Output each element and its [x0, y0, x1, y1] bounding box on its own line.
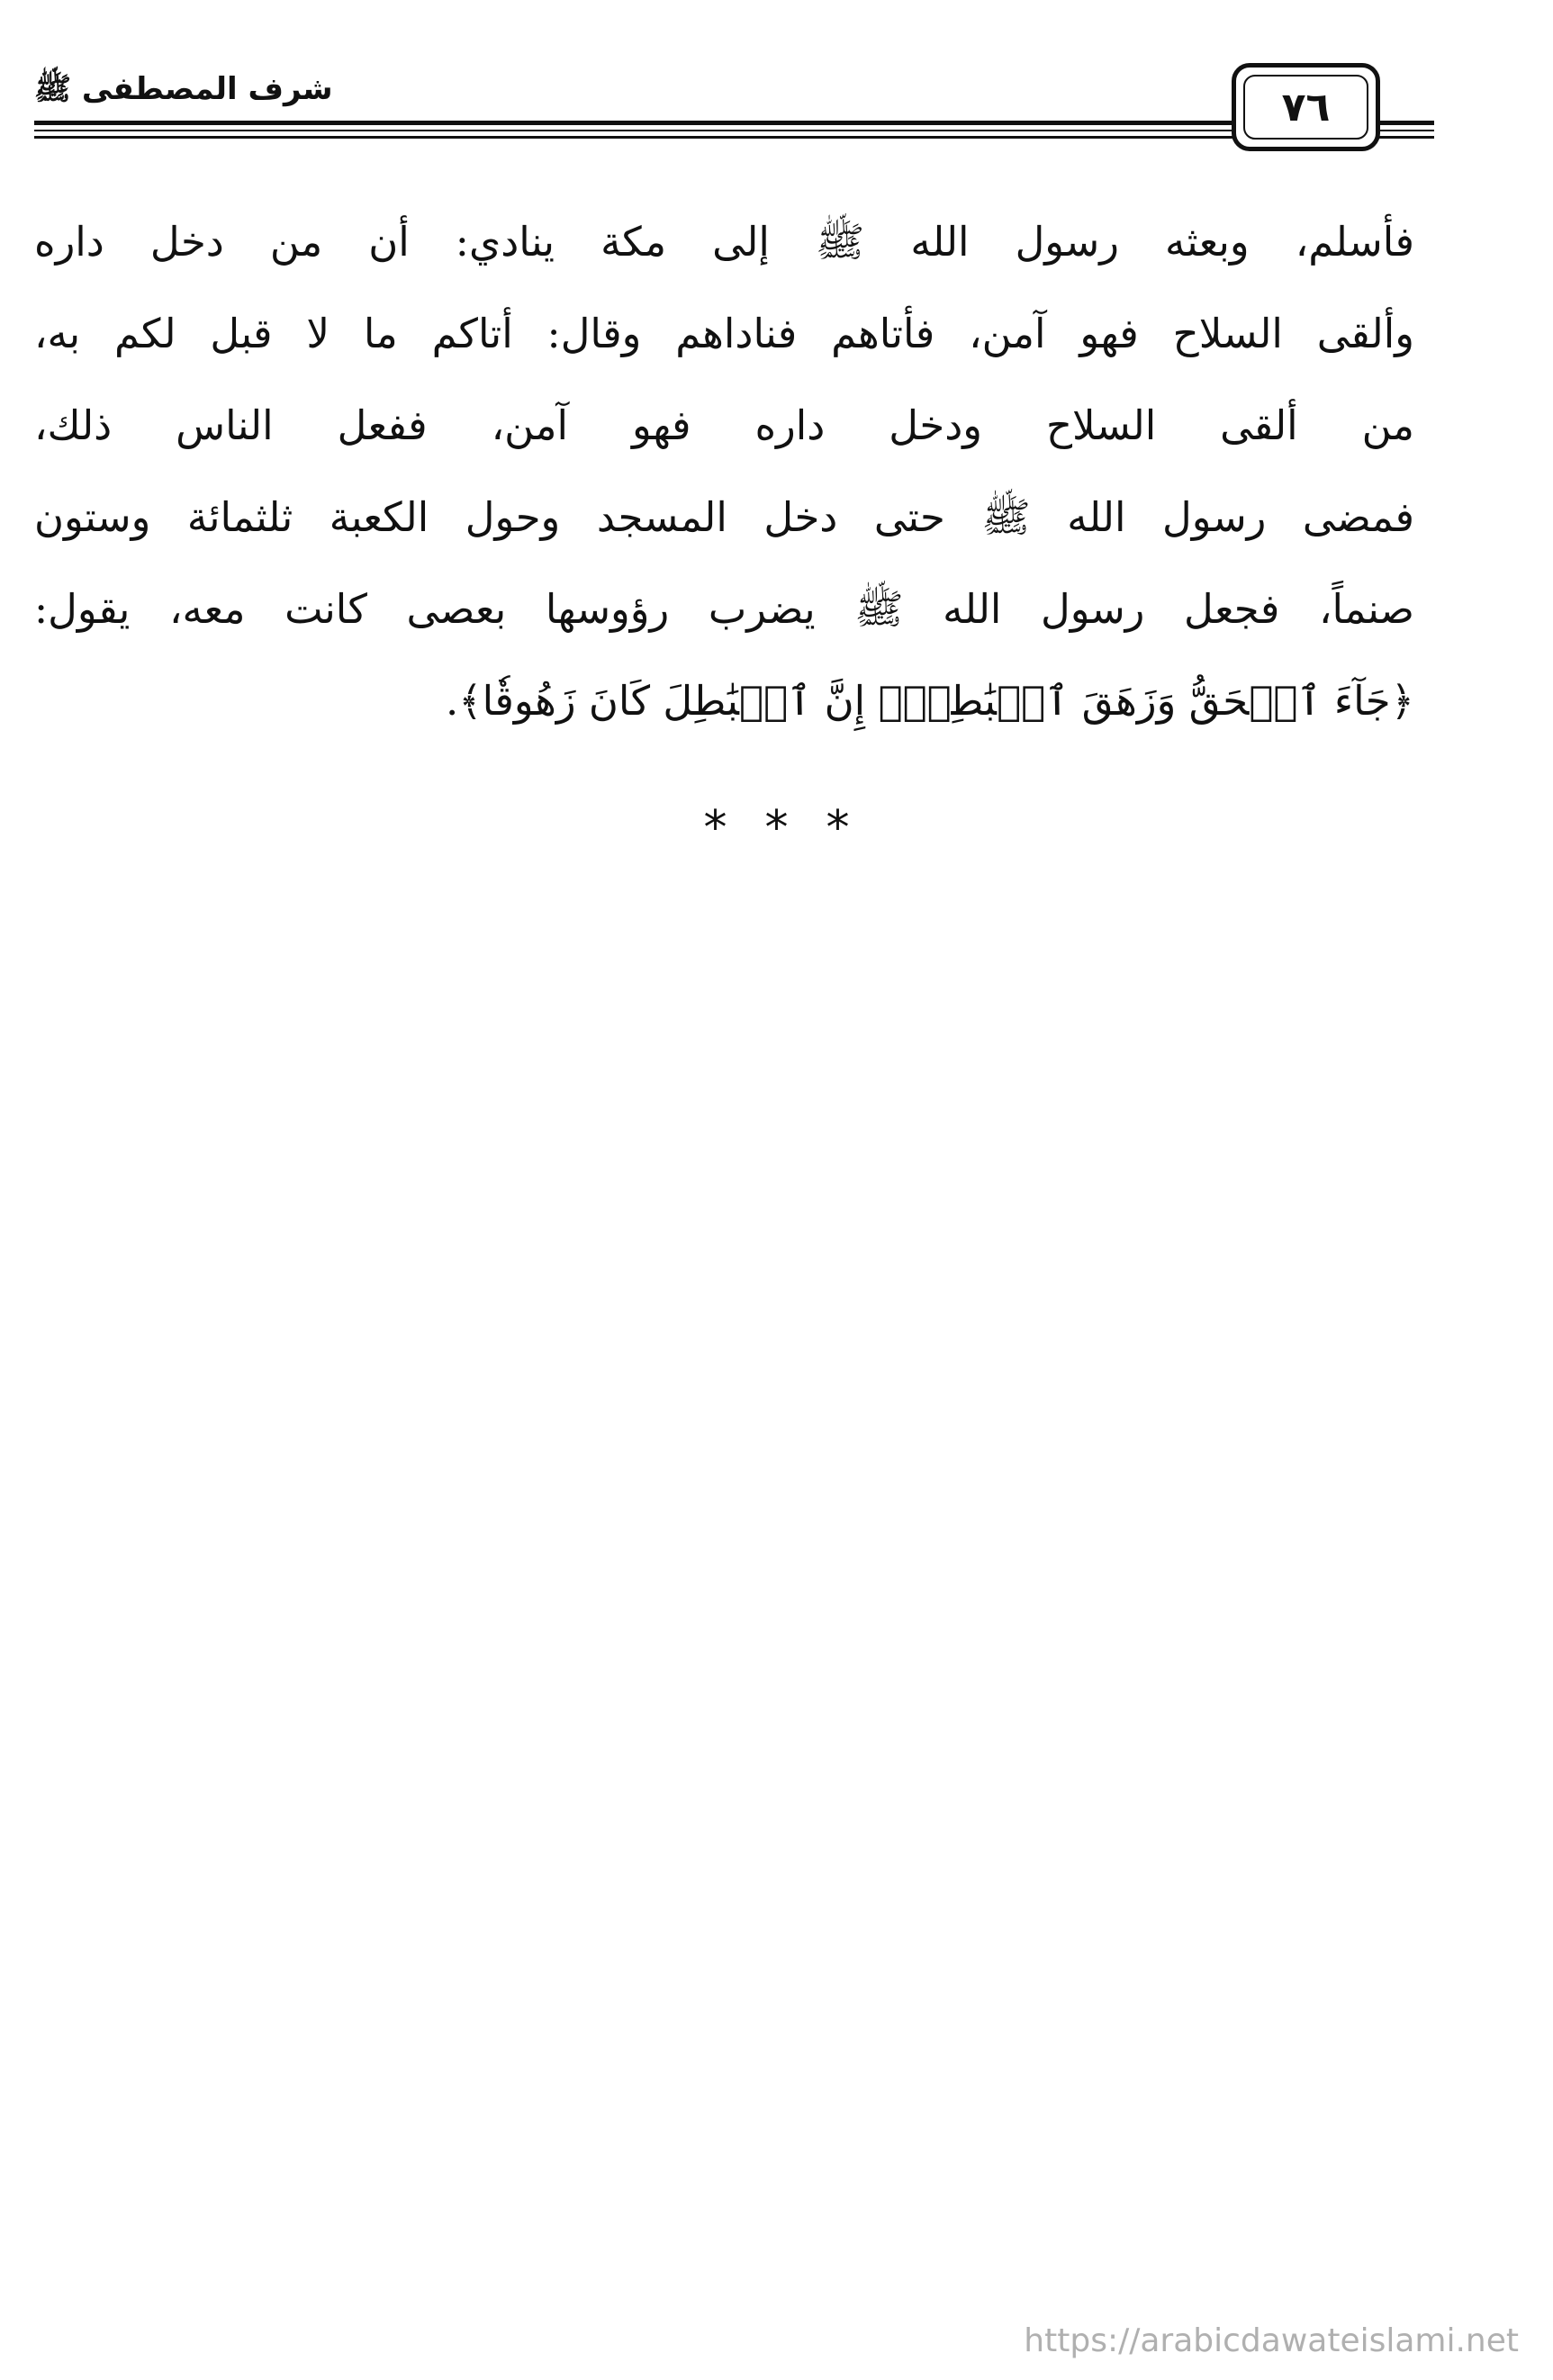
header-rule-bottom [34, 136, 1434, 139]
page-header [34, 63, 1434, 158]
text-line-2: وألقى السلاح فهو آمن، فأتاهم فناداهم وقال: أتاكم ما لا قبل لكم به، [34, 310, 1414, 357]
page-number-frame [1232, 63, 1380, 151]
section-separator: *** [703, 801, 888, 855]
header-rule-thick [34, 121, 1434, 125]
quran-verse-line: ﴿جَآءَ ٱلۡحَقُّ وَزَهَقَ ٱلۡبَٰطِلُۚ إِنَّ ٱلۡبَٰطِلَ كَانَ زَهُوقٗا﴾. [445, 677, 1414, 725]
text-line-1: فأسلم، وبعثه رسول الله ﷺ إلى مكة ينادي: أن من دخل داره [34, 218, 1414, 266]
header-rule-thin [34, 130, 1434, 131]
text-line-3: من ألقى السلاح ودخل داره فهو آمن، ففعل الناس ذلك، [34, 401, 1414, 449]
text-line-4: فمضى رسول الله ﷺ حتى دخل المسجد وحول الكعبة ثلثمائة وستون [34, 493, 1414, 541]
body-text [34, 196, 1414, 747]
running-title: شرف المصطفى ﷺ [34, 71, 333, 107]
text-line-5: صنماً، فجعل رسول الله ﷺ يضرب رؤوسها بعصى كانت معه، يقول: [34, 585, 1414, 633]
watermark-url: https://arabicdawateislami.net [1024, 2322, 1519, 2359]
page-number: ٧٦ [1243, 75, 1368, 140]
